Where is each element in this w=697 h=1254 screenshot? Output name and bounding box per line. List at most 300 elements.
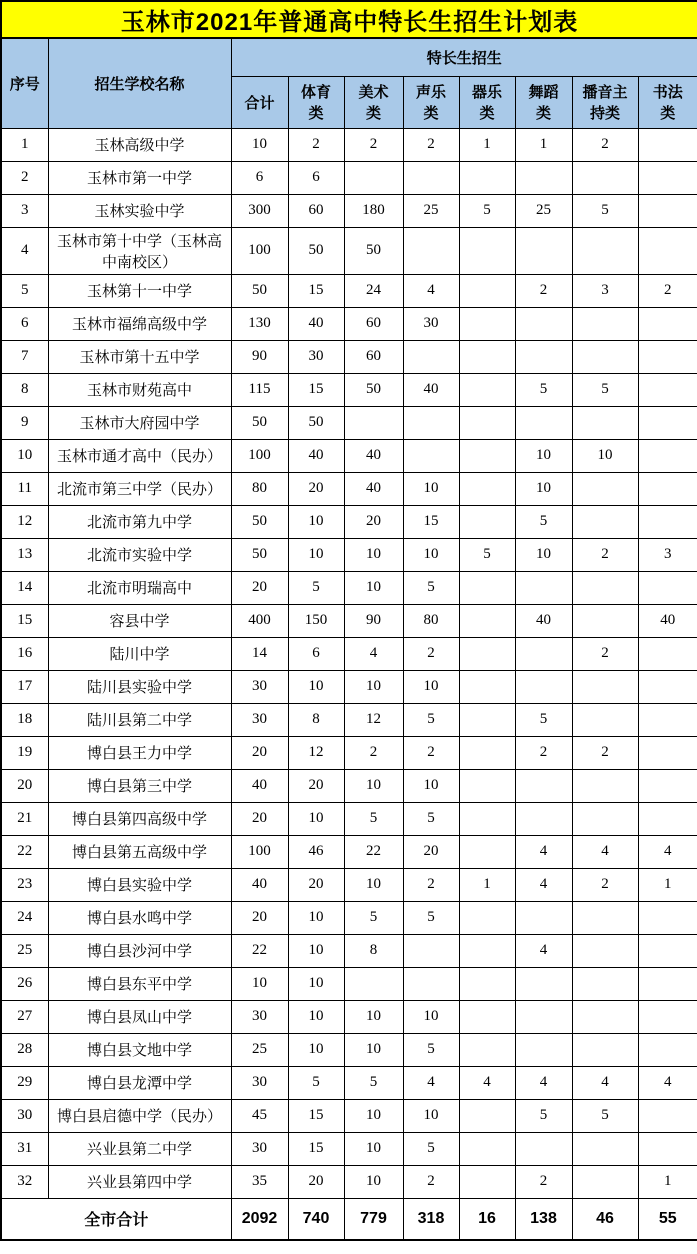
value-cell: 2 <box>572 128 638 161</box>
value-cell: 50 <box>344 227 403 274</box>
value-cell <box>572 571 638 604</box>
table-row <box>1 1099 697 1132</box>
value-cell: 4 <box>572 835 638 868</box>
column-header-art: 美术类 <box>344 76 403 128</box>
row-index: 8 <box>1 373 48 406</box>
row-index: 29 <box>1 1066 48 1099</box>
value-cell: 10 <box>403 670 459 703</box>
value-cell: 22 <box>231 934 288 967</box>
value-cell: 50 <box>231 505 288 538</box>
value-cell: 100 <box>231 835 288 868</box>
value-cell: 4 <box>403 274 459 307</box>
value-cell: 40 <box>231 769 288 802</box>
value-cell: 30 <box>231 1132 288 1165</box>
value-cell <box>459 967 515 1000</box>
value-cell <box>638 373 697 406</box>
value-cell: 20 <box>288 769 344 802</box>
value-cell: 40 <box>403 373 459 406</box>
value-cell <box>459 340 515 373</box>
value-cell: 6 <box>231 161 288 194</box>
column-header-calligraphy: 书法类 <box>638 76 697 128</box>
value-cell: 5 <box>403 901 459 934</box>
value-cell: 5 <box>403 802 459 835</box>
school-name: 北流市第三中学（民办） <box>48 472 231 505</box>
value-cell <box>515 1033 572 1066</box>
value-cell: 100 <box>231 227 288 274</box>
value-cell: 2 <box>403 868 459 901</box>
value-cell: 5 <box>572 373 638 406</box>
value-cell: 4 <box>638 835 697 868</box>
value-cell: 50 <box>231 406 288 439</box>
value-cell <box>459 472 515 505</box>
value-cell <box>515 340 572 373</box>
value-cell: 30 <box>403 307 459 340</box>
table-row <box>1 161 697 194</box>
value-cell: 5 <box>403 1132 459 1165</box>
value-cell <box>572 604 638 637</box>
table-row <box>1 406 697 439</box>
value-cell <box>515 406 572 439</box>
value-cell: 5 <box>515 505 572 538</box>
value-cell: 5 <box>288 1066 344 1099</box>
value-cell: 2 <box>403 736 459 769</box>
row-index: 26 <box>1 967 48 1000</box>
column-header-sports: 体育类 <box>288 76 344 128</box>
value-cell: 30 <box>288 340 344 373</box>
value-cell: 8 <box>288 703 344 736</box>
value-cell: 5 <box>515 703 572 736</box>
column-header-vocal: 声乐类 <box>403 76 459 128</box>
value-cell <box>459 637 515 670</box>
value-cell <box>638 406 697 439</box>
value-cell <box>459 1099 515 1132</box>
value-cell <box>459 604 515 637</box>
value-cell: 25 <box>515 194 572 227</box>
value-cell: 15 <box>288 1132 344 1165</box>
table-row <box>1 439 697 472</box>
value-cell <box>638 637 697 670</box>
table-row <box>1 736 697 769</box>
value-cell: 35 <box>231 1165 288 1198</box>
table-row <box>1 340 697 373</box>
value-cell: 2 <box>515 736 572 769</box>
value-cell <box>515 769 572 802</box>
value-cell <box>459 1033 515 1066</box>
value-cell: 300 <box>231 194 288 227</box>
school-name: 玉林市通才高中（民办） <box>48 439 231 472</box>
value-cell: 5 <box>344 901 403 934</box>
row-index: 6 <box>1 307 48 340</box>
row-index: 12 <box>1 505 48 538</box>
value-cell: 20 <box>403 835 459 868</box>
school-name: 博白县沙河中学 <box>48 934 231 967</box>
value-cell: 25 <box>231 1033 288 1066</box>
school-name: 北流市实验中学 <box>48 538 231 571</box>
table-row <box>1 1033 697 1066</box>
value-cell: 20 <box>231 571 288 604</box>
value-cell: 2 <box>403 1165 459 1198</box>
table-row <box>1 703 697 736</box>
row-index: 1 <box>1 128 48 161</box>
row-index: 28 <box>1 1033 48 1066</box>
school-name: 博白县启德中学（民办） <box>48 1099 231 1132</box>
table-row <box>1 604 697 637</box>
value-cell: 10 <box>403 1099 459 1132</box>
value-cell: 4 <box>515 868 572 901</box>
total-value-calligraphy: 55 <box>638 1198 697 1240</box>
row-index: 32 <box>1 1165 48 1198</box>
value-cell: 2 <box>572 736 638 769</box>
total-value-total: 2092 <box>231 1198 288 1240</box>
row-index: 15 <box>1 604 48 637</box>
value-cell <box>459 1165 515 1198</box>
column-header-instrumental: 器乐类 <box>459 76 515 128</box>
table-body <box>1 128 697 1198</box>
value-cell: 5 <box>403 571 459 604</box>
value-cell <box>572 703 638 736</box>
table-row <box>1 934 697 967</box>
column-header-group: 特长生招生 <box>231 38 697 76</box>
value-cell: 10 <box>344 868 403 901</box>
value-cell: 10 <box>288 1033 344 1066</box>
school-name: 博白县第五高级中学 <box>48 835 231 868</box>
value-cell: 10 <box>344 1099 403 1132</box>
value-cell: 10 <box>288 901 344 934</box>
value-cell: 5 <box>459 538 515 571</box>
value-cell <box>515 161 572 194</box>
value-cell: 40 <box>344 472 403 505</box>
value-cell: 45 <box>231 1099 288 1132</box>
value-cell: 80 <box>231 472 288 505</box>
row-index: 19 <box>1 736 48 769</box>
school-name: 玉林市福绵高级中学 <box>48 307 231 340</box>
value-cell: 4 <box>344 637 403 670</box>
value-cell: 40 <box>288 439 344 472</box>
value-cell: 5 <box>403 1033 459 1066</box>
row-index: 13 <box>1 538 48 571</box>
table-row <box>1 670 697 703</box>
value-cell <box>515 967 572 1000</box>
value-cell <box>638 307 697 340</box>
value-cell: 1 <box>638 868 697 901</box>
row-index: 11 <box>1 472 48 505</box>
value-cell <box>638 161 697 194</box>
school-name: 北流市明瑞高中 <box>48 571 231 604</box>
value-cell: 10 <box>344 571 403 604</box>
school-name: 北流市第九中学 <box>48 505 231 538</box>
value-cell: 100 <box>231 439 288 472</box>
value-cell <box>638 934 697 967</box>
value-cell <box>638 769 697 802</box>
value-cell: 10 <box>288 1000 344 1033</box>
table-row <box>1 194 697 227</box>
value-cell <box>459 161 515 194</box>
table-row <box>1 128 697 161</box>
value-cell <box>459 769 515 802</box>
school-name: 博白县第四高级中学 <box>48 802 231 835</box>
value-cell <box>572 161 638 194</box>
column-header-dance: 舞蹈类 <box>515 76 572 128</box>
value-cell <box>459 901 515 934</box>
value-cell <box>572 1165 638 1198</box>
value-cell: 10 <box>288 934 344 967</box>
table-row <box>1 1165 697 1198</box>
value-cell: 3 <box>638 538 697 571</box>
value-cell: 14 <box>231 637 288 670</box>
value-cell <box>638 505 697 538</box>
value-cell <box>638 472 697 505</box>
title-row <box>1 1 697 38</box>
total-value-sports: 740 <box>288 1198 344 1240</box>
value-cell <box>572 340 638 373</box>
value-cell <box>638 703 697 736</box>
value-cell: 2 <box>344 736 403 769</box>
value-cell: 1 <box>459 128 515 161</box>
school-name: 容县中学 <box>48 604 231 637</box>
value-cell: 5 <box>459 194 515 227</box>
value-cell: 10 <box>515 439 572 472</box>
total-value-broadcasting: 46 <box>572 1198 638 1240</box>
value-cell: 10 <box>403 1000 459 1033</box>
row-index: 14 <box>1 571 48 604</box>
row-index: 17 <box>1 670 48 703</box>
value-cell: 130 <box>231 307 288 340</box>
row-index: 10 <box>1 439 48 472</box>
value-cell <box>459 274 515 307</box>
value-cell: 10 <box>344 769 403 802</box>
value-cell <box>403 967 459 1000</box>
school-name: 博白县东平中学 <box>48 967 231 1000</box>
value-cell <box>572 769 638 802</box>
value-cell: 25 <box>403 194 459 227</box>
value-cell <box>572 406 638 439</box>
value-cell: 6 <box>288 637 344 670</box>
value-cell <box>515 901 572 934</box>
total-value-art: 779 <box>344 1198 403 1240</box>
value-cell: 20 <box>231 802 288 835</box>
table-row <box>1 967 697 1000</box>
value-cell: 10 <box>288 538 344 571</box>
value-cell <box>459 670 515 703</box>
table-row <box>1 307 697 340</box>
value-cell: 10 <box>515 538 572 571</box>
value-cell <box>572 901 638 934</box>
value-cell: 2 <box>288 128 344 161</box>
row-index: 30 <box>1 1099 48 1132</box>
value-cell <box>638 670 697 703</box>
value-cell: 1 <box>459 868 515 901</box>
value-cell <box>344 161 403 194</box>
value-cell: 5 <box>344 802 403 835</box>
value-cell <box>344 967 403 1000</box>
value-cell <box>459 703 515 736</box>
value-cell <box>638 1000 697 1033</box>
value-cell <box>638 227 697 274</box>
value-cell: 10 <box>344 670 403 703</box>
value-cell: 150 <box>288 604 344 637</box>
total-label: 全市合计 <box>1 1198 231 1240</box>
value-cell: 10 <box>572 439 638 472</box>
value-cell: 60 <box>288 194 344 227</box>
value-cell: 50 <box>288 227 344 274</box>
table-row <box>1 472 697 505</box>
value-cell <box>515 802 572 835</box>
value-cell: 5 <box>403 703 459 736</box>
value-cell <box>572 934 638 967</box>
value-cell <box>459 373 515 406</box>
value-cell <box>572 967 638 1000</box>
value-cell <box>459 406 515 439</box>
value-cell <box>515 571 572 604</box>
row-index: 21 <box>1 802 48 835</box>
school-name: 玉林市大府园中学 <box>48 406 231 439</box>
value-cell <box>515 1132 572 1165</box>
value-cell: 30 <box>231 1066 288 1099</box>
value-cell: 20 <box>231 736 288 769</box>
value-cell: 90 <box>231 340 288 373</box>
value-cell <box>638 340 697 373</box>
value-cell <box>572 670 638 703</box>
value-cell: 5 <box>515 373 572 406</box>
table-row <box>1 769 697 802</box>
value-cell: 4 <box>638 1066 697 1099</box>
value-cell: 20 <box>288 868 344 901</box>
row-index: 20 <box>1 769 48 802</box>
table-row <box>1 227 697 274</box>
value-cell: 50 <box>231 538 288 571</box>
value-cell <box>638 1033 697 1066</box>
school-name: 陆川中学 <box>48 637 231 670</box>
value-cell: 4 <box>572 1066 638 1099</box>
table-row <box>1 1000 697 1033</box>
value-cell <box>403 340 459 373</box>
value-cell: 46 <box>288 835 344 868</box>
value-cell <box>638 1099 697 1132</box>
value-cell <box>638 967 697 1000</box>
value-cell <box>572 472 638 505</box>
column-header-index: 序号 <box>1 38 48 128</box>
row-index: 7 <box>1 340 48 373</box>
value-cell: 180 <box>344 194 403 227</box>
value-cell: 10 <box>403 472 459 505</box>
value-cell <box>459 571 515 604</box>
value-cell <box>515 637 572 670</box>
value-cell <box>572 505 638 538</box>
value-cell: 2 <box>638 274 697 307</box>
table-row <box>1 868 697 901</box>
value-cell: 5 <box>288 571 344 604</box>
total-value-dance: 138 <box>515 1198 572 1240</box>
table-row <box>1 373 697 406</box>
value-cell: 40 <box>515 604 572 637</box>
value-cell: 2 <box>572 637 638 670</box>
value-cell: 2 <box>403 128 459 161</box>
value-cell <box>459 227 515 274</box>
table-row <box>1 802 697 835</box>
row-index: 27 <box>1 1000 48 1033</box>
school-name: 兴业县第四中学 <box>48 1165 231 1198</box>
value-cell: 10 <box>515 472 572 505</box>
table-row <box>1 274 697 307</box>
value-cell <box>403 406 459 439</box>
table-row <box>1 538 697 571</box>
table-row <box>1 571 697 604</box>
page-title: 玉林市2021年普通高中特长生招生计划表 <box>1 1 697 38</box>
value-cell: 10 <box>403 538 459 571</box>
total-value-vocal: 318 <box>403 1198 459 1240</box>
value-cell: 15 <box>288 373 344 406</box>
value-cell: 40 <box>231 868 288 901</box>
value-cell <box>403 934 459 967</box>
value-cell: 5 <box>572 1099 638 1132</box>
value-cell: 60 <box>344 307 403 340</box>
value-cell: 15 <box>403 505 459 538</box>
value-cell <box>459 835 515 868</box>
school-name: 博白县水鸣中学 <box>48 901 231 934</box>
value-cell <box>459 802 515 835</box>
school-name: 玉林市第十中学（玉林高中南校区） <box>48 227 231 274</box>
value-cell: 40 <box>288 307 344 340</box>
value-cell: 10 <box>344 1165 403 1198</box>
value-cell: 3 <box>572 274 638 307</box>
value-cell: 50 <box>231 274 288 307</box>
row-index: 9 <box>1 406 48 439</box>
row-index: 22 <box>1 835 48 868</box>
value-cell <box>572 1000 638 1033</box>
value-cell: 2 <box>515 274 572 307</box>
value-cell: 80 <box>403 604 459 637</box>
value-cell: 30 <box>231 703 288 736</box>
school-name: 玉林第十一中学 <box>48 274 231 307</box>
school-name: 玉林市第一中学 <box>48 161 231 194</box>
table-row <box>1 637 697 670</box>
value-cell <box>638 439 697 472</box>
value-cell: 10 <box>288 802 344 835</box>
school-name: 博白县王力中学 <box>48 736 231 769</box>
value-cell: 2 <box>344 128 403 161</box>
value-cell: 2 <box>572 538 638 571</box>
value-cell <box>638 736 697 769</box>
value-cell: 4 <box>515 934 572 967</box>
value-cell <box>403 161 459 194</box>
column-header-school: 招生学校名称 <box>48 38 231 128</box>
school-name: 陆川县第二中学 <box>48 703 231 736</box>
value-cell <box>572 802 638 835</box>
table-row <box>1 1132 697 1165</box>
header-row-group <box>1 38 697 76</box>
row-index: 2 <box>1 161 48 194</box>
value-cell: 40 <box>344 439 403 472</box>
value-cell: 24 <box>344 274 403 307</box>
row-index: 23 <box>1 868 48 901</box>
table-row <box>1 835 697 868</box>
value-cell <box>459 1132 515 1165</box>
value-cell <box>572 227 638 274</box>
row-index: 4 <box>1 227 48 274</box>
school-name: 兴业县第二中学 <box>48 1132 231 1165</box>
value-cell <box>459 736 515 769</box>
row-index: 31 <box>1 1132 48 1165</box>
value-cell <box>515 227 572 274</box>
table-row <box>1 901 697 934</box>
value-cell <box>638 901 697 934</box>
value-cell <box>638 194 697 227</box>
value-cell: 4 <box>515 1066 572 1099</box>
value-cell <box>344 406 403 439</box>
school-name: 博白县龙潭中学 <box>48 1066 231 1099</box>
value-cell: 10 <box>231 128 288 161</box>
value-cell: 10 <box>344 1033 403 1066</box>
